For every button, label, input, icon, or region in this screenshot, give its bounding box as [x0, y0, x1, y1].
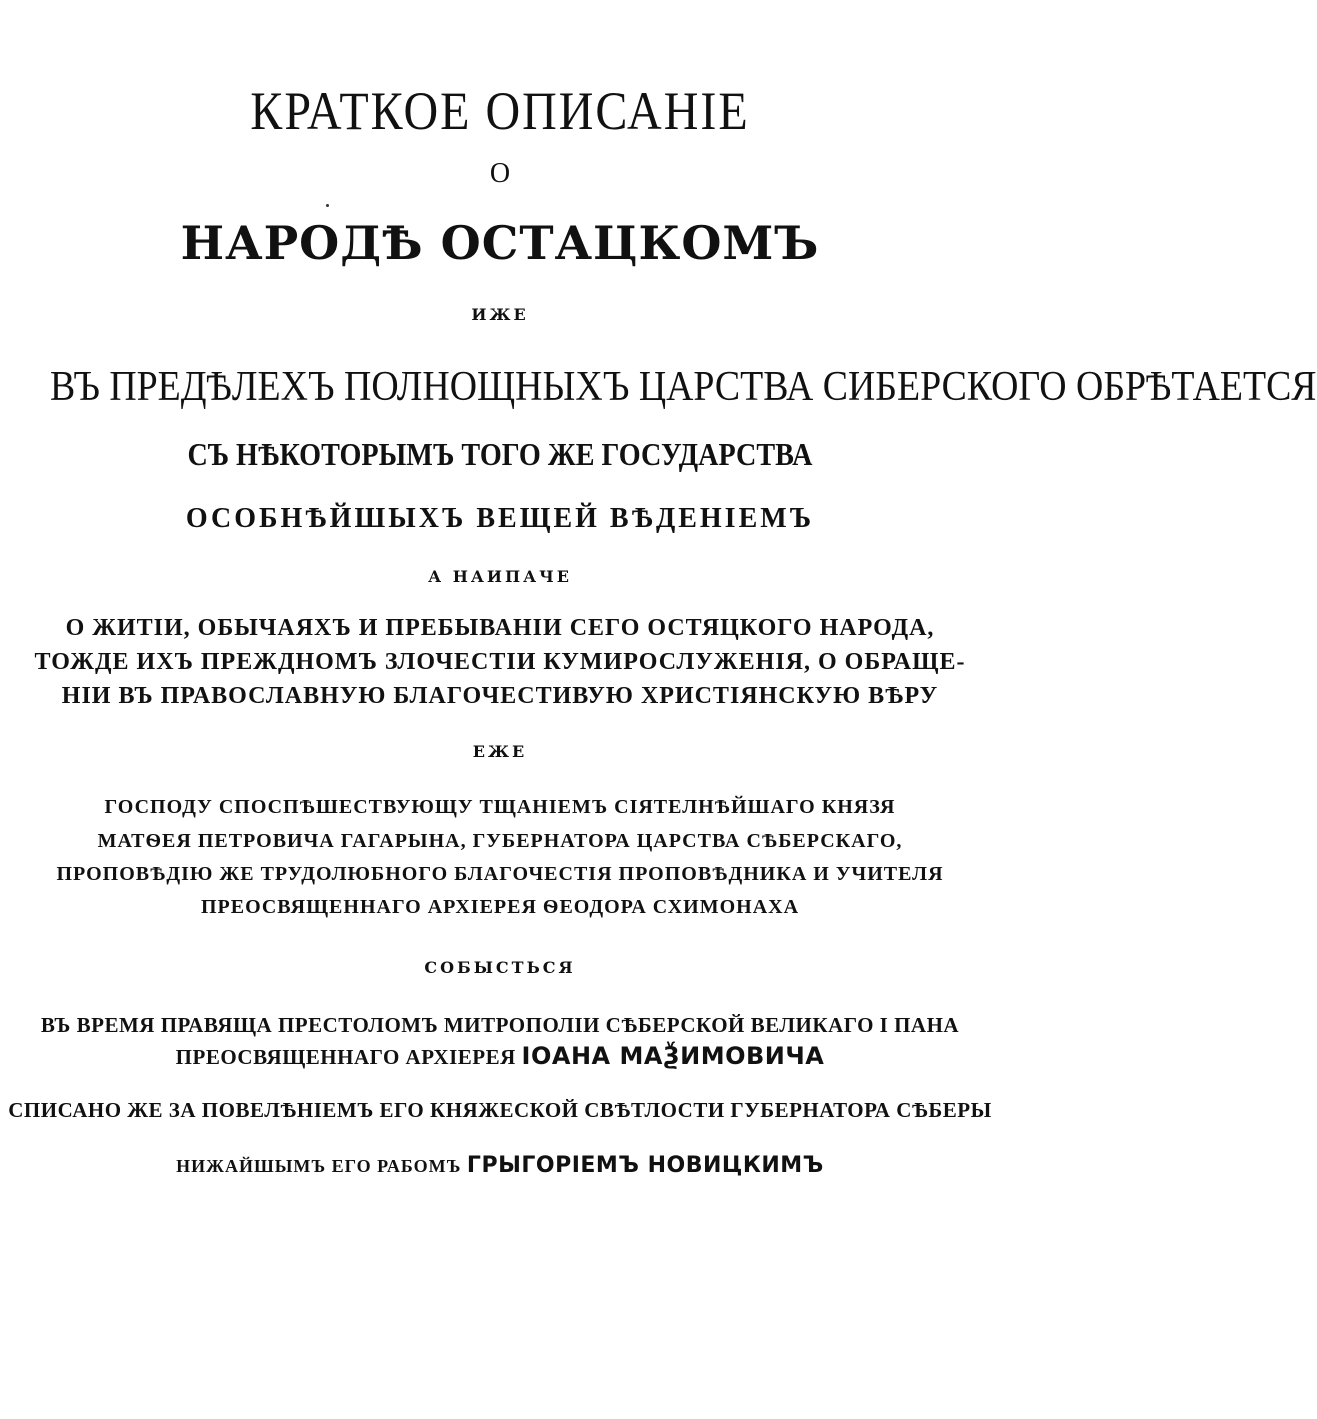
paragraph-2-line-3: ПРОПОВѢДІЮ ЖЕ ТРУДОЛЮБНОГО БЛАГОЧЕСТІЯ ПРОПОВѢДНИКА И УЧИТЕЛЯ: [56, 863, 944, 885]
paragraph-3-line-2: [0, 1044, 1000, 1068]
title-line-3: ВЪ ПРЕДѢЛЕХЪ ПОЛНОЩНЫХЪ ЦАРСТВА СИБЕРСКОГО ОБРѢТАЕТСЯ: [50, 364, 1317, 410]
title-line-4: СЪ НѢКОТОРЫМЪ ТОГО ЖЕ ГОСУДАРСТВА: [187, 436, 813, 472]
paragraph-2-line-1: ГОСПОДУ СПОСПѢШЕСТВУЮЩУ ТЩАНІЕМЪ СІЯТЕЛНѢЙШАГО КНЯЗЯ: [104, 796, 896, 818]
paragraph-1-line-3: НІИ ВЪ ПРАВОСЛАВНУЮ БЛАГОЧЕСТИВУЮ ХРИСТІЯНСКУЮ ВѢРУ: [61, 683, 939, 709]
paragraph-1-line-2: ТОЖДЕ ИХЪ ПРЕЖДНОМЪ ЗЛОЧЕСТІИ КУМИРОСЛУЖЕНІЯ, О ОБРАЩЕ-: [34, 649, 966, 675]
small-heading-2: А НАИПАЧЕ: [428, 567, 572, 586]
paragraph-5-prefix: НИЖАЙШЫМЪ ЕГО РАБОМЪ: [176, 1156, 462, 1176]
paragraph-3-name: ІОАНА МАѮИМОВИЧА: [521, 1042, 825, 1070]
title-o: О: [489, 158, 511, 189]
print-speck: [326, 204, 329, 207]
title-line-5: ОСОБНѢЙШЫХЪ ВЕЩЕЙ ВѢДЕНІЕМЪ: [185, 503, 815, 534]
small-heading-3: ЕЖЕ: [472, 742, 528, 761]
paragraph-4: СПИСАНО ЖЕ ЗА ПОВЕЛѢНІЕМЪ ЕГО КНЯЖЕСКОЙ СВѢТЛОСТИ ГУБЕРНАТОРА СѢБЕРЫ: [8, 1098, 992, 1122]
paragraph-3-prefix: ПРЕОСВЯЩЕННАГО АРХІЕРЕЯ: [175, 1045, 516, 1069]
small-heading-1: ИЖЕ: [471, 305, 529, 324]
paragraph-5-name: ГРЫГОРІЕМЪ НОВИЦКИМЪ: [466, 1153, 824, 1178]
title-line-1: КРАТКОЕ ОПИСАНІЕ: [250, 81, 750, 142]
paragraph-3-line-1: ВЪ ВРЕМЯ ПРАВЯЩА ПРЕСТОЛОМЪ МИТРОПОЛІИ СѢБЕРСКОЙ ВЕЛИКАГО І ПАНА: [40, 1013, 960, 1037]
title-line-2: НАРОДѢ ОСТАЦКОМЪ: [180, 216, 820, 270]
small-heading-4: СОБЫСТЬСЯ: [424, 958, 576, 977]
paragraph-1-line-1: О ЖИТІИ, ОБЫЧАЯХЪ И ПРЕБЫВАНІИ СЕГО ОСТЯЦКОГО НАРОДА,: [65, 615, 935, 641]
paragraph-2-line-2: МАТѲЕЯ ПЕТРОВИЧА ГАГАРЫНА, ГУБЕРНАТОРА ЦАРСТВА СѢБЕРСКАГО,: [97, 830, 903, 852]
paragraph-5: [0, 1155, 1000, 1177]
paragraph-2-line-4: ПРЕОСВЯЩЕННАГО АРХІЕРЕЯ ѲЕОДОРА СХИМОНАХА: [200, 896, 800, 918]
